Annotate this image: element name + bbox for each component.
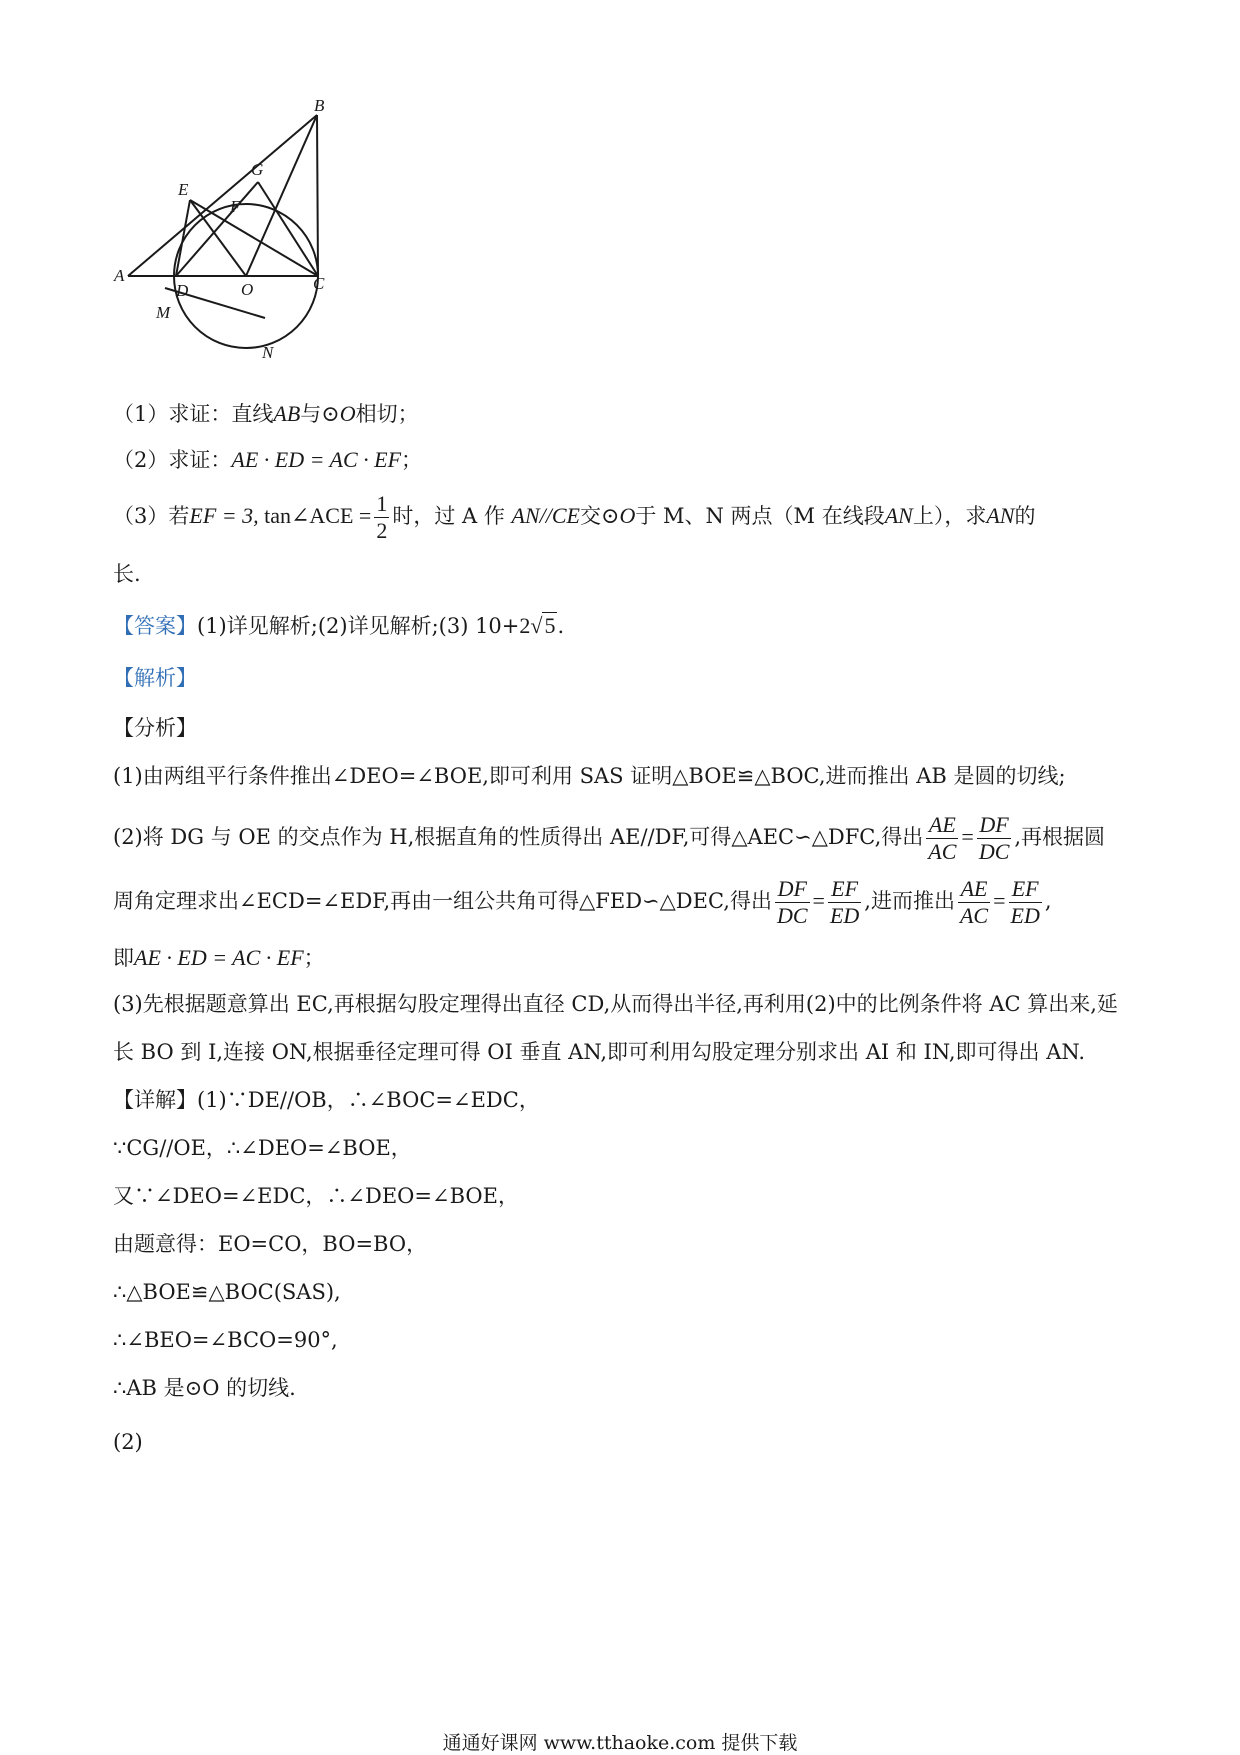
answer-label: 【答案】 — [113, 614, 197, 638]
footer: 通通好课网 www.tthaoke.com 提供下载 — [442, 1732, 798, 1754]
label-a: A — [114, 266, 125, 285]
question-3-cont: 长. — [113, 562, 141, 586]
detail-5: ∴△BOE≌△BOC(SAS), — [113, 1280, 341, 1304]
label-b: B — [314, 96, 325, 115]
question-3: （3）若EF = 3, tan∠ACE = $\frac{1}{2}$ 时，过 A 作 AN//CE交⊙O于 M、N 两点（M 在线段AN上），求AN的 — [113, 491, 1036, 543]
label-c: C — [313, 274, 325, 293]
label-o: O — [241, 280, 254, 299]
detail-7: ∴AB 是⊙O 的切线. — [113, 1376, 296, 1400]
detail-2: ∵CG//OE，∴∠DEO=∠BOE， — [113, 1136, 412, 1160]
fenxi-label: 【分析】 — [113, 716, 197, 740]
label-d: D — [176, 281, 189, 300]
analysis-p6: 长 BO 到 I,连接 ON,根据垂径定理可得 OI 垂直 AN,即可利用勾股定理分别求出 AI 和 IN,即可得出 AN. — [113, 1040, 1086, 1064]
label-e: E — [178, 180, 189, 199]
analysis-p5: (3)先根据题意算出 EC,再根据勾股定理得出直径 CD,从而得出半径,再利用(2)中的比例条件将 AC 算出来,延 — [113, 992, 1118, 1016]
segment-ab — [128, 115, 317, 276]
detail-3: 又∵∠DEO=∠EDC，∴∠DEO=∠BOE， — [113, 1184, 519, 1208]
segment-ed — [176, 200, 190, 276]
detail-8: (2) — [113, 1430, 143, 1454]
analysis-p1: (1)由两组平行条件推出∠DEO=∠BOE,即可利用 SAS 证明△BOE≌△BOC,进而推出 AB 是圆的切线; — [113, 764, 1066, 788]
detail-1: 【详解】(1)∵DE//OB，∴∠BOC=∠EDC， — [113, 1088, 540, 1112]
segment-bo — [246, 115, 317, 276]
analysis-p4: 即AE · ED = AC · EF； — [113, 945, 325, 970]
label-m: M — [156, 303, 171, 322]
geometry-figure — [114, 96, 380, 362]
analysis-p3: 周角定理求出∠ECD=∠EDF,再由一组公共角可得△FED∽△DEC,得出 $\frac{DF}{DC}$ = $\frac{EF}{ED}$ ,进而推出 $\frac{AE}{AC}$ = $\frac{EF}{ED}$ , — [113, 876, 1052, 928]
answer-line: 【答案】(1)详见解析;(2)详见解析;(3) 10+2√5. — [113, 613, 565, 638]
detail-6: ∴∠BEO=∠BCO=90°, — [113, 1328, 338, 1352]
segment-bc — [317, 115, 318, 276]
question-2: （2）求证：AE · ED = AC · EF； — [113, 447, 423, 472]
analysis-p2: (2)将 DG 与 OE 的交点作为 H,根据直角的性质得出 AE//DF,可得△AEC∽△DFC,得出 $\frac{AE}{AC}$ = $\frac{DF}{DC}$ ,再根据圆 — [113, 812, 1106, 864]
fraction-half: $\frac{1}{2}$ — [376, 491, 388, 543]
analysis-label: 【解析】 — [113, 666, 197, 690]
label-n: N — [262, 343, 274, 362]
label-g: G — [251, 160, 264, 179]
detail-4: 由题意得：EO=CO，BO=BO， — [113, 1232, 428, 1256]
question-1: （1）求证：直线AB与⊙O相切； — [113, 401, 419, 426]
sqrt-expr: 2√5 — [519, 613, 556, 638]
label-f: F — [230, 197, 241, 216]
